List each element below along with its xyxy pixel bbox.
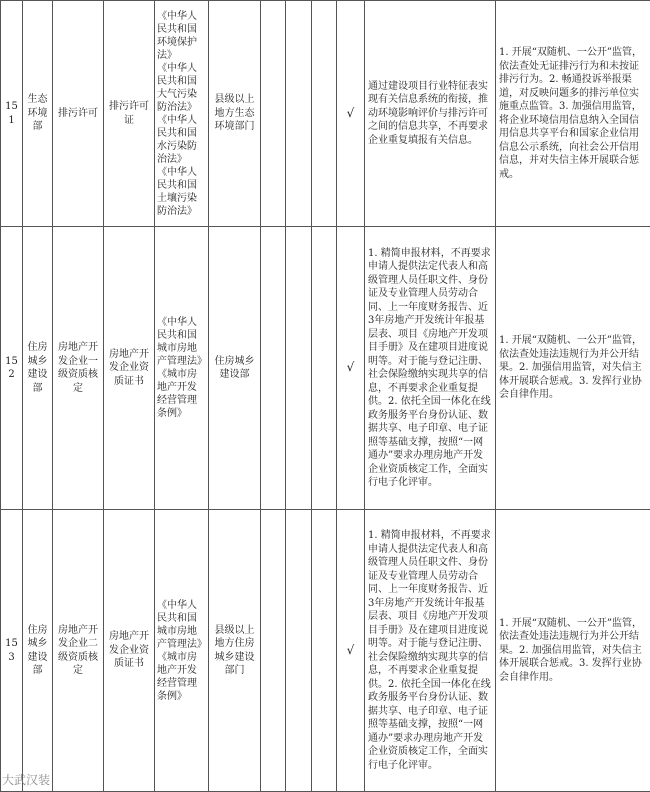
law-item: 《中华人民共和国水污染防治法》	[157, 114, 206, 166]
law-item: 《城市房地产开发经营管理条例》	[157, 368, 206, 420]
table-row	[1, 1, 650, 227]
row-number: 152	[1, 227, 23, 510]
row-number: 151	[1, 1, 23, 227]
reform-measures-cell: 1. 精简申报材料，不再要求申请人提供法定代表人和高级管理人员任职文件、身份证及专业管理人员劳动合同、上一年度财务报告、近3年房地产开发统计年报基层表、项目《房地产开发项目手册》及在建项目进度说明等。对于能与登记注册、社会保险缴纳实现共享的信息，不再要求企业重复提供。2. 依托全国一体化在线政务服务平台身份认证、数据共享、电子印章、电子证照等基础支撑，按照“一网通办”要求办理房地产开发企业资质核定工作，全面实行电子化评审。	[365, 510, 496, 792]
check-mark: √	[337, 510, 365, 792]
certificate-cell: 排污许可证	[104, 1, 155, 227]
watermark: 大武汉装	[2, 771, 50, 788]
law-item: 《中华人民共和国环境保护法》	[157, 10, 206, 62]
table-row	[1, 227, 650, 510]
law-item: 《中华人民共和国土壤污染防治法》	[157, 166, 206, 218]
reform-measures-cell: 1. 精简申报材料，不再要求申请人提供法定代表人和高级管理人员任职文件、身份证及专业管理人员劳动合同、上一年度财务报告、近3年房地产开发统计年报基层表、项目《房地产开发项目手册》及在建项目进度说明等。对于能与登记注册、社会保险缴纳实现共享的信息，不再要求企业重复提供。2. 依托全国一体化在线政务服务平台身份认证、数据共享、电子印章、电子证照等基础支撑，按照“一网通办”要求办理房地产开发企业资质核定工作，全面实行电子化评审。	[365, 227, 496, 510]
table-row	[1, 510, 650, 792]
empty-cell	[286, 510, 312, 792]
empty-cell	[312, 510, 337, 792]
supervision-cell: 1. 开展“双随机、一公开”监管，依法查处无证排污行为和未按证排污行为。2. 畅通投诉举报渠道，对反映问题多的排污单位实施重点监管。3. 加强信用监管，将企业环境信用信息纳入全国信用信息共享平台和国家企业信用信息公示系统，向社会公开信用信息，并对失信主体开展联合惩戒。	[496, 1, 650, 227]
department-cell: 住房城乡建设部	[23, 227, 53, 510]
authority-cell: 县级以上地方住房城乡建设部门	[209, 510, 261, 792]
department-cell: 住房城乡建设部	[23, 510, 53, 792]
department-cell: 生态环境部	[23, 1, 53, 227]
empty-cell	[261, 227, 286, 510]
supervision-cell: 1. 开展“双随机、一公开”监管，依法查处违法违规行为并公开结果。2. 加强信用监管，对失信主体开展联合惩戒。3. 发挥行业协会自律作用。	[496, 510, 650, 792]
item-name-cell: 房地产开发企业二级资质核定	[53, 510, 104, 792]
check-mark: √	[337, 227, 365, 510]
row-number: 153	[1, 510, 23, 792]
law-item: 《中华人民共和国城市房地产管理法》	[157, 599, 206, 651]
legal-basis-cell	[155, 510, 209, 792]
empty-cell	[261, 510, 286, 792]
supervision-cell: 1. 开展“双随机、一公开”监管，依法查处违法违规行为并公开结果。2. 加强信用监管，对失信主体开展联合惩戒。3. 发挥行业协会自律作用。	[496, 227, 650, 510]
law-item: 《中华人民共和国城市房地产管理法》	[157, 316, 206, 368]
certificate-cell: 房地产开发企业资质证书	[104, 510, 155, 792]
law-item: 《城市房地产开发经营管理条例》	[157, 651, 206, 703]
empty-cell	[286, 227, 312, 510]
reform-measures-cell: 通过建设项目行业特征表实现有关信息系统的衔接，推动环境影响评价与排污许可之间的信息共享，不再要求企业重复填报有关信息。	[365, 1, 496, 227]
legal-basis-cell	[155, 227, 209, 510]
authority-cell: 县级以上地方生态环境部门	[209, 1, 261, 227]
empty-cell	[261, 1, 286, 227]
certificate-cell: 房地产开发企业资质证书	[104, 227, 155, 510]
authority-cell: 住房城乡建设部	[209, 227, 261, 510]
check-mark: √	[337, 1, 365, 227]
empty-cell	[312, 227, 337, 510]
law-item: 《中华人民共和国大气污染防治法》	[157, 62, 206, 114]
empty-cell	[286, 1, 312, 227]
legal-basis-cell	[155, 1, 209, 227]
item-name-cell: 房地产开发企业一级资质核定	[53, 227, 104, 510]
item-name-cell: 排污许可	[53, 1, 104, 227]
empty-cell	[312, 1, 337, 227]
